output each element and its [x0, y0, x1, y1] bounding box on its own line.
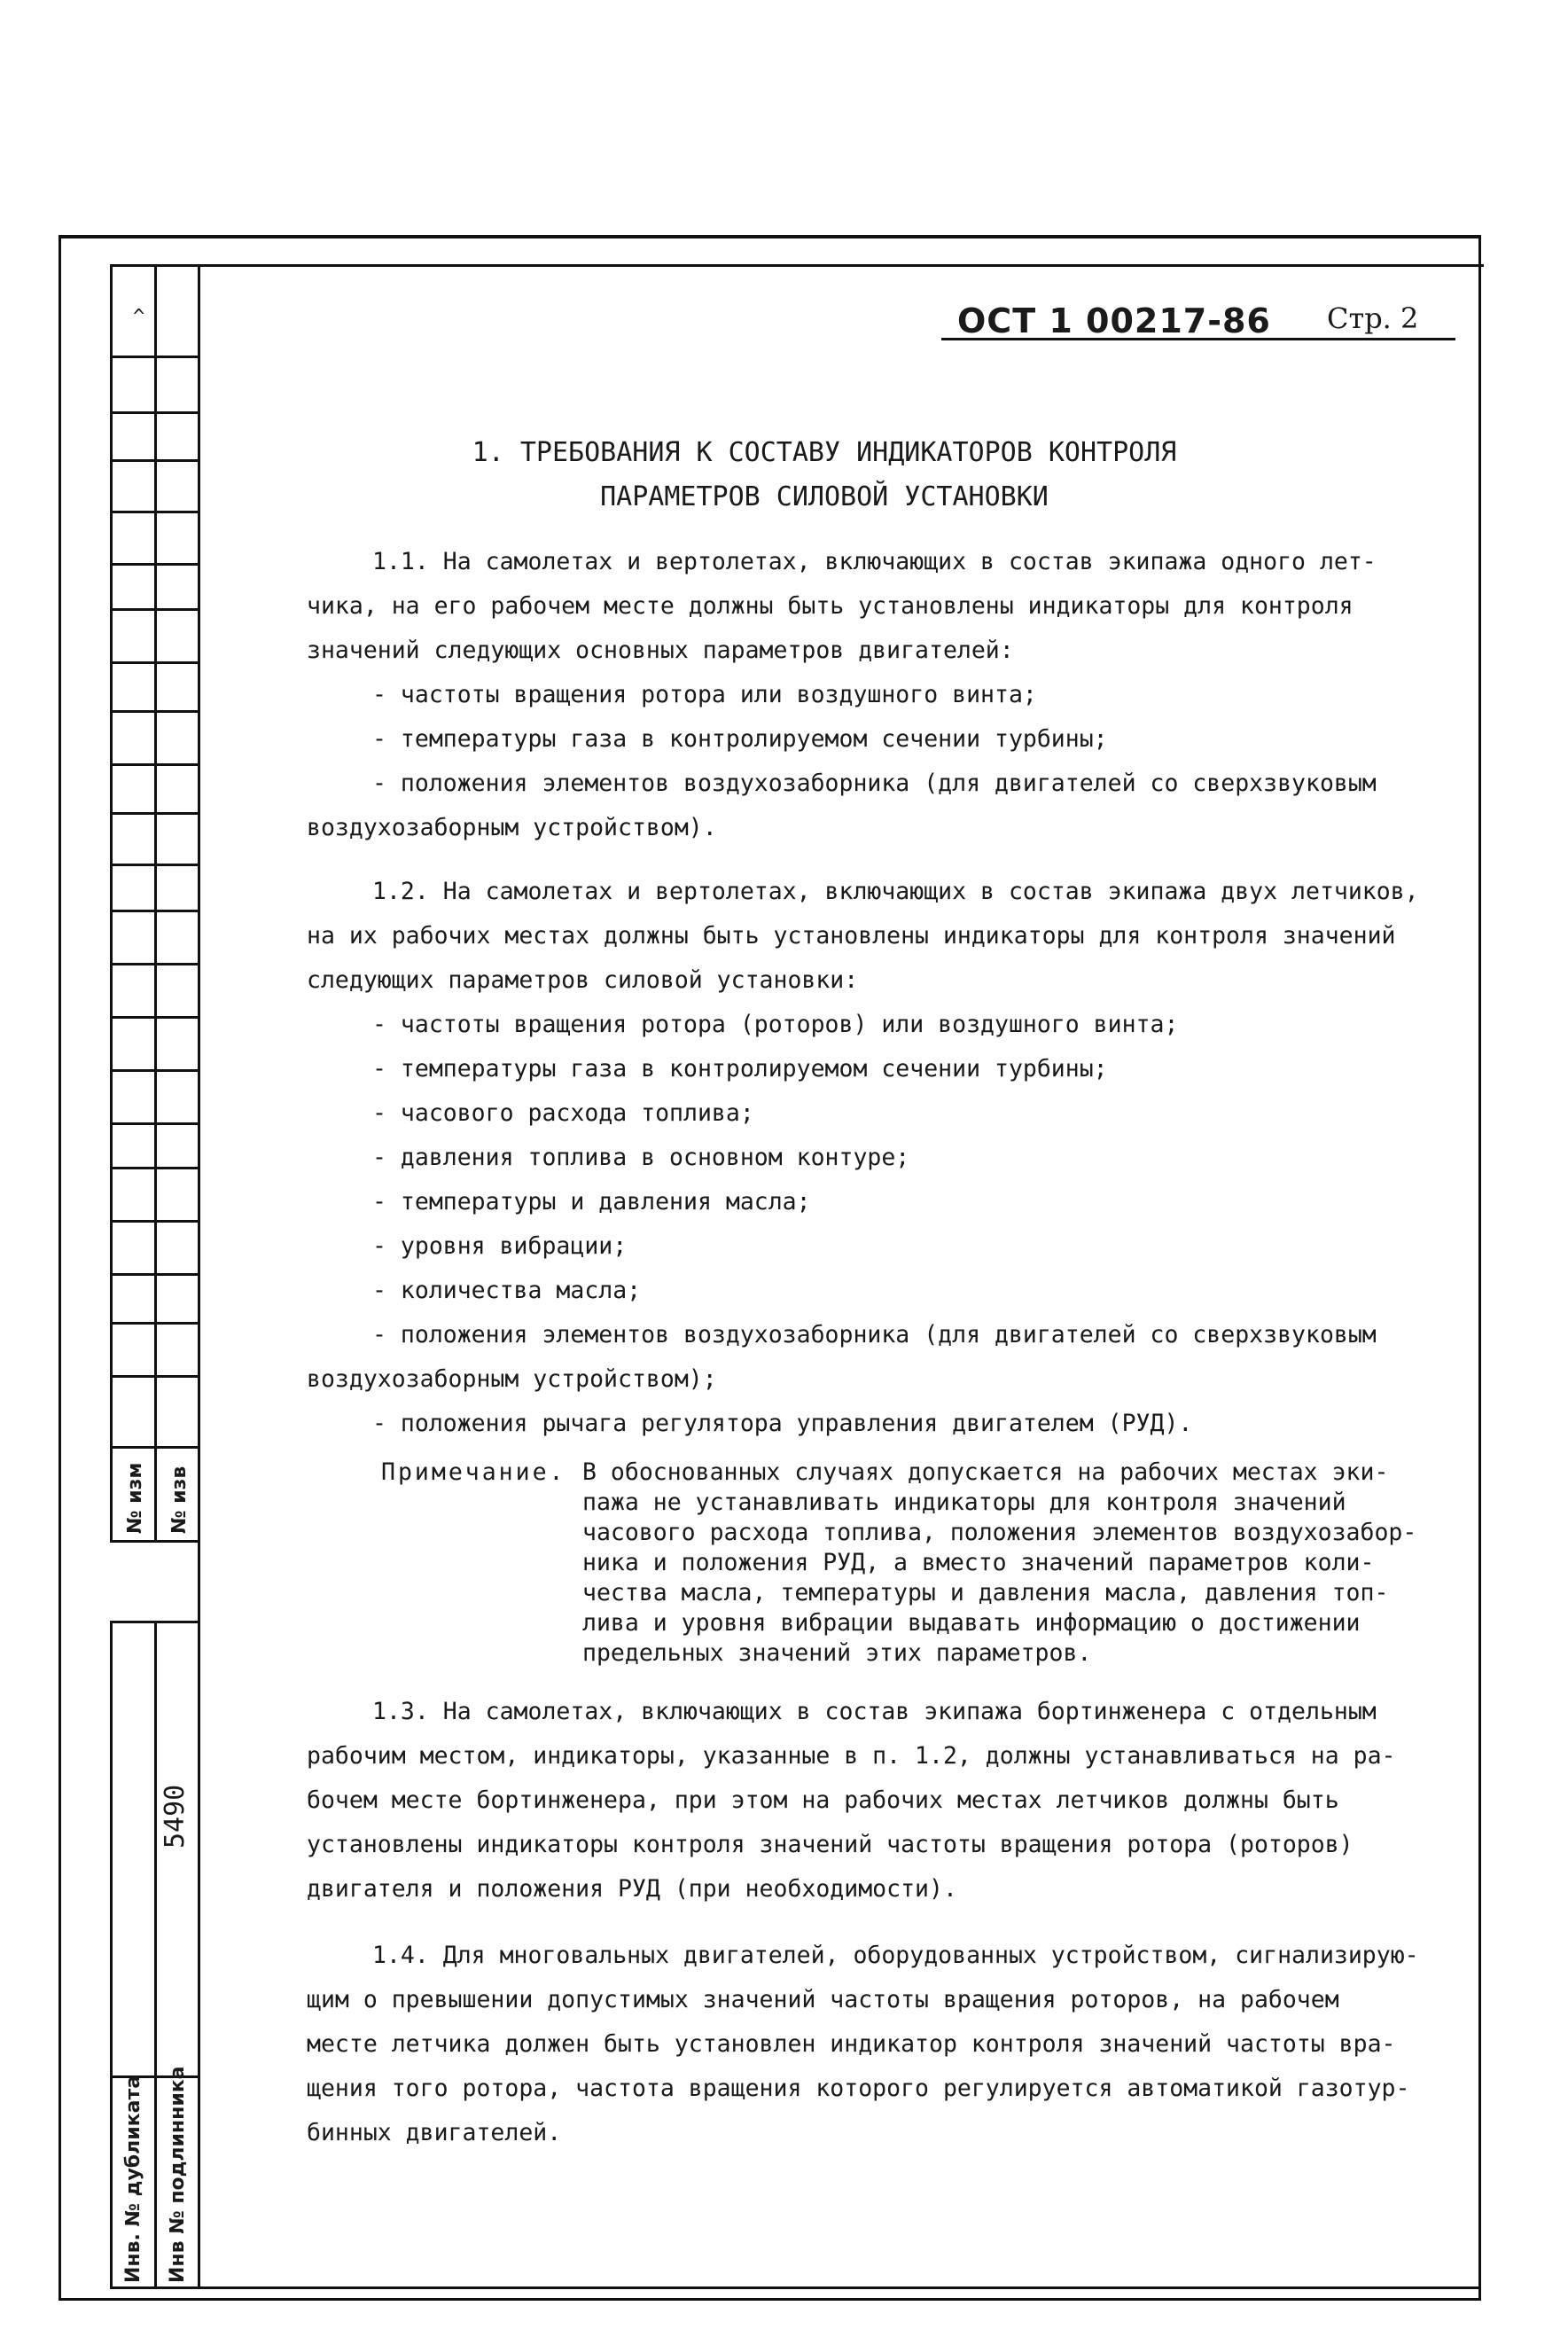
text-line: следующих параметров силовой установки: [307, 966, 859, 994]
corner-mark: ^ [133, 306, 145, 328]
text-line: месте летчика должен быть установлен индикатор контроля значений частоты вра- [307, 2030, 1396, 2058]
text-line: воздухозаборным устройством); [307, 1365, 717, 1393]
text-line: 1.4. Для многовальных двигателей, оборудованных устройством, сигнализирую- [372, 1942, 1419, 1969]
text-line: 1.2. На самолетах и вертолетах, включающих в состав экипажа двух летчиков, [372, 878, 1419, 905]
text-line: 1.3. На самолетах, включающих в состав экипажа бортинженера с отдельным [372, 1698, 1377, 1725]
page-number: Стр. 2 [1327, 301, 1419, 335]
text-line: двигателя и положения РУД (при необходимости). [307, 1875, 957, 1903]
note-line: В обоснованных случаях допускается на рабочих местах эки- [582, 1458, 1389, 1486]
label-inv-dublikat: Инв. № дубликата [122, 2075, 144, 2283]
text-line: чика, на его рабочем месте должны быть установлены индикаторы для контроля [307, 592, 1353, 620]
text-line: бочем месте бортинженера, при этом на рабочих местах летчиков должны быть [307, 1786, 1339, 1814]
text-line: рабочим местом, индикаторы, указанные в п. 1.2, должны устанавливаться на ра- [307, 1742, 1396, 1770]
list-item: - температуры газа в контролируемом сечении турбины; [372, 1055, 1108, 1083]
list-item: - давления топлива в основном контуре; [372, 1144, 910, 1171]
text-line: значений следующих основных параметров двигателей: [307, 637, 1014, 664]
inv-number: 5490 [160, 1784, 191, 1849]
note-line: ника и положения РУД, а вместо значений параметров коли- [582, 1549, 1375, 1576]
list-item: - положения элементов воздухозаборника (для двигателей со сверхзвуковым [372, 1321, 1377, 1348]
note-line: пажа не устанавливать индикаторы для контроля значений [582, 1489, 1346, 1516]
note-line: предельных значений этих параметров. [582, 1639, 1092, 1667]
note-line: лива и уровня вибрации выдавать информацию о достижении [582, 1609, 1361, 1637]
label-izm: № изм [124, 1462, 146, 1534]
list-item: - частоты вращения ротора или воздушного винта; [372, 681, 1037, 708]
list-item: - положения рычага регулятора управления двигателем (РУД). [372, 1410, 1193, 1437]
label-izv: № изв [168, 1466, 191, 1534]
list-item: - уровня вибрации; [372, 1232, 628, 1260]
label-inv-podlinnik: Инв № подлинника [167, 2066, 189, 2283]
text-line: установлены индикаторы контроля значений частоты вращения ротора (роторов) [307, 1831, 1353, 1858]
list-item: - частоты вращения ротора (роторов) или воздушного винта; [372, 1011, 1179, 1038]
text-line: 1.1. На самолетах и вертолетах, включающих в состав экипажа одного лет- [372, 548, 1377, 575]
text-line: на их рабочих местах должны быть установлены индикаторы для контроля значений [307, 922, 1396, 950]
header-rule [941, 338, 1455, 340]
section-title-line1: 1. ТРЕБОВАНИЯ К СОСТАВУ ИНДИКАТОРОВ КОНТРОЛЯ [472, 437, 1177, 468]
note-line: часового расхода топлива, положения элементов воздухозабор- [582, 1519, 1417, 1546]
text-line: щим о превышении допустимых значений частоты вращения роторов, на рабочем [307, 1986, 1339, 2013]
text-line: бинных двигателей. [307, 2119, 562, 2146]
section-title-line2: ПАРАМЕТРОВ СИЛОВОЙ УСТАНОВКИ [600, 481, 1049, 512]
text-line: воздухозаборным устройством). [307, 814, 717, 841]
side-table-upper [110, 264, 200, 1543]
text-line: щения того ротора, частота вращения которого регулируется автоматикой газотур- [307, 2075, 1410, 2102]
list-item: - температуры и давления масла; [372, 1188, 811, 1215]
list-item: - количества масла; [372, 1277, 642, 1304]
list-item: - часового расхода топлива; [372, 1099, 754, 1127]
list-item: - положения элементов воздухозаборника (для двигателей со сверхзвуковым [372, 770, 1377, 797]
note-label: Примечание. [381, 1458, 566, 1486]
list-item: - температуры газа в контролируемом сечении турбины; [372, 725, 1108, 753]
document-code: ОСТ 1 00217-86 [957, 301, 1271, 340]
note-line: чества масла, температуры и давления масла, давления топ- [582, 1579, 1389, 1606]
